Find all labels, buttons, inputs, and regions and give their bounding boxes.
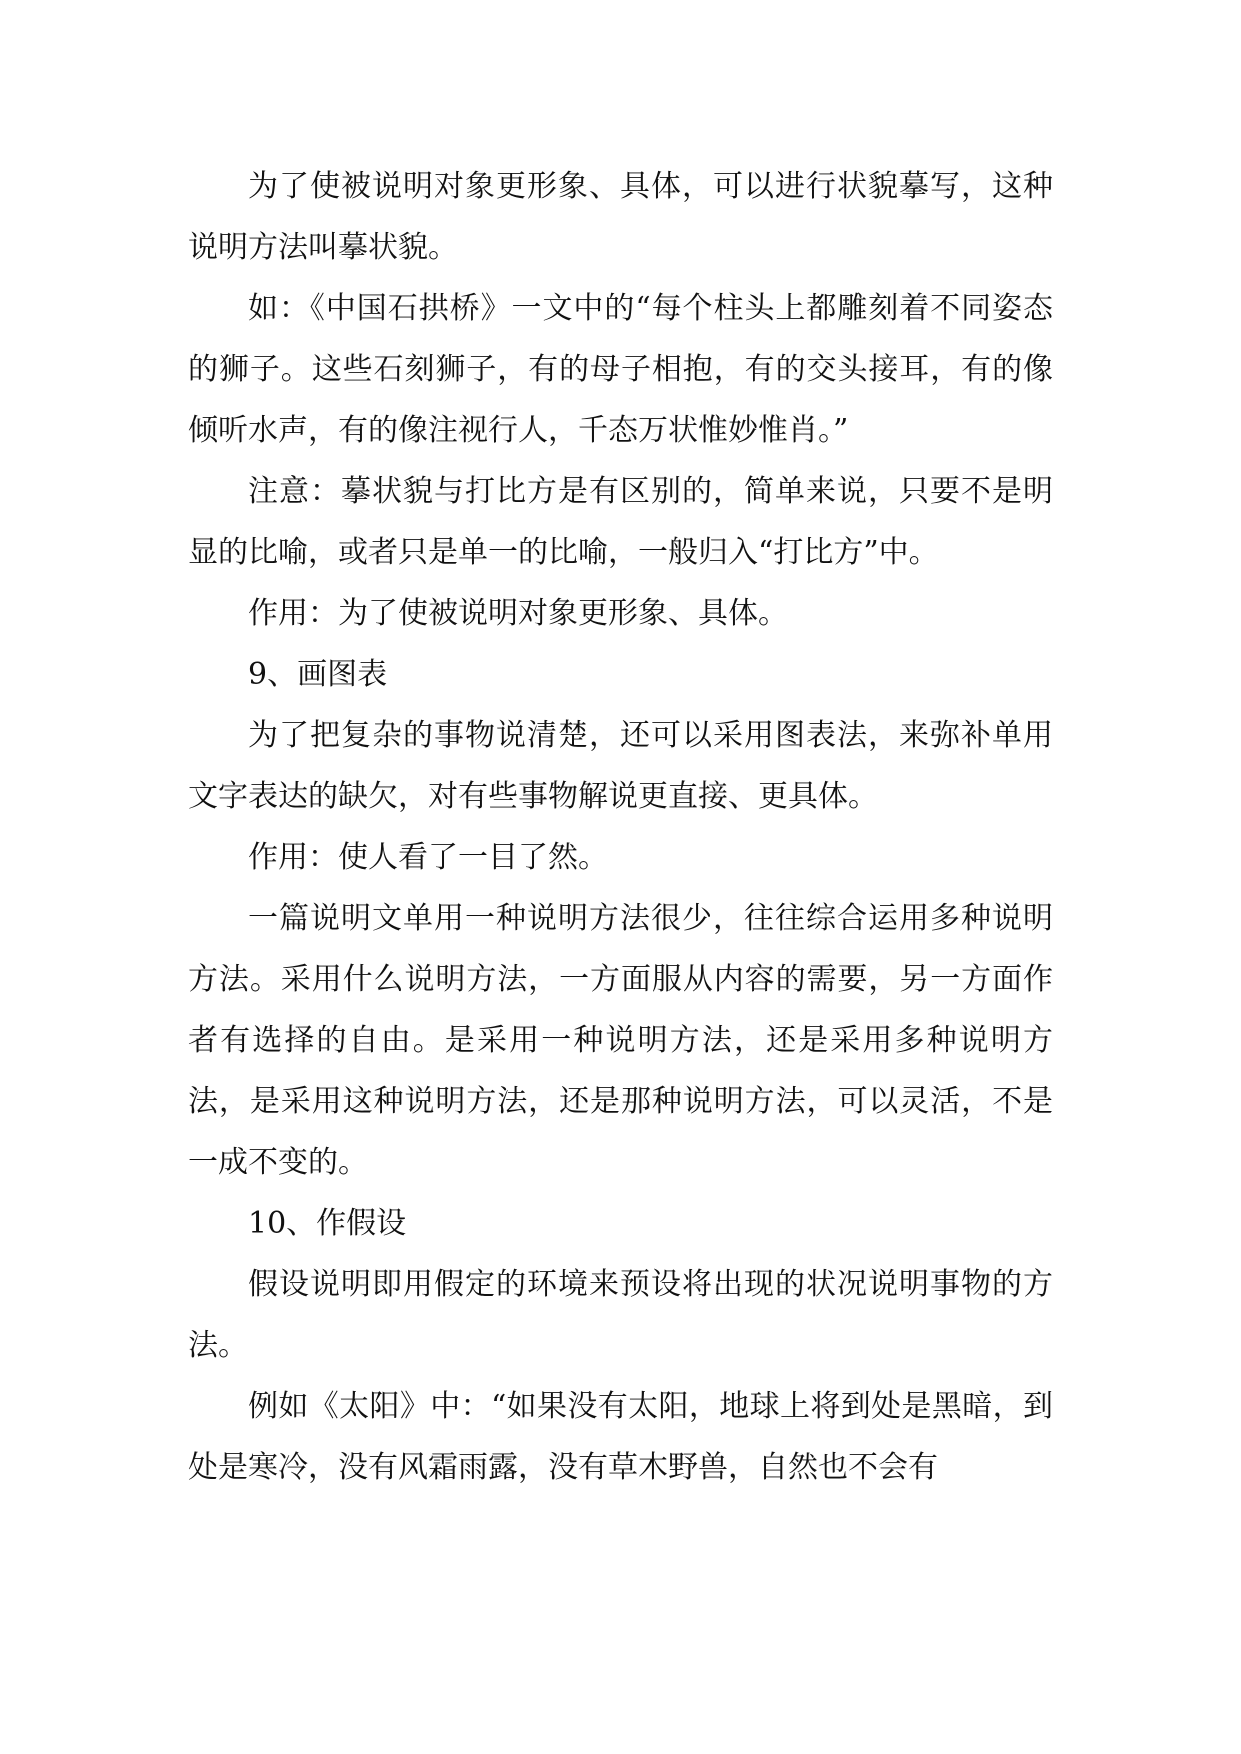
document-body: [188, 156, 1053, 1498]
paragraph-describe-appearance: 为了使被说明对象更形象、具体，可以进行状貌摹写，这种说明方法叫摹状貌。: [188, 169, 1053, 265]
paragraph-hypothesis-description: 假设说明即用假定的环境来预设将出现的状况说明事物的方法。: [188, 1267, 1053, 1363]
paragraph-stone-bridge-example: 如：《中国石拱桥》一文中的“每个柱头上都雕刻着不同姿态的狮子。这些石刻狮子，有的母子相抱，有的交头接耳，有的像倾听水声，有的像注视行人，千态万状惟妙惟肖。”: [188, 291, 1053, 448]
paragraph-effect-appearance: 作用：为了使被说明对象更形象、具体。: [248, 596, 788, 631]
paragraph-charts-description: 为了把复杂的事物说清楚，还可以采用图表法，来弥补单用文字表达的缺欠，对有些事物解说更直接、更具体。: [188, 718, 1053, 814]
paragraph-note: 注意：摹状貌与打比方是有区别的，简单来说，只要不是明显的比喻，或者只是单一的比喻，一般归入“打比方”中。: [188, 474, 1053, 570]
paragraph-sun-example: 例如《太阳》中：“如果没有太阳，地球上将到处是黑暗，到处是寒冷，没有风霜雨露，没有草木野兽，自然也不会有: [188, 1389, 1053, 1485]
section-heading-charts: 9、画图表: [248, 657, 388, 692]
paragraph-combined-methods: 一篇说明文单用一种说明方法很少，往往综合运用多种说明方法。采用什么说明方法，一方面服从内容的需要，另一方面作者有选择的自由。是采用一种说明方法，还是采用多种说明方法，是采用这种说明方法，还是那种说明方法，可以灵活，不是一成不变的。: [188, 901, 1053, 1180]
section-heading-hypothesis: 10、作假设: [248, 1206, 407, 1241]
paragraph-effect-charts: 作用：使人看了一目了然。: [248, 840, 608, 875]
